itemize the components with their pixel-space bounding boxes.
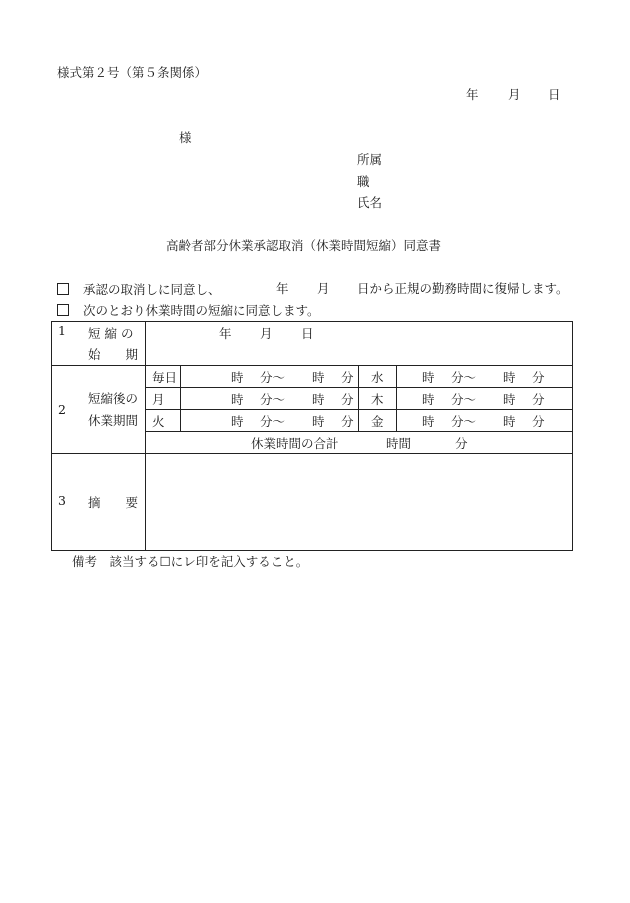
option-shorten — [57, 304, 320, 318]
remarks-label-cell — [52, 454, 146, 551]
start-day: 日 — [301, 325, 314, 341]
minute-from-unit: 分〜 — [451, 369, 477, 385]
option-cancel-post: 日から正規の勤務時間に復帰します。 — [357, 281, 569, 296]
time-range-thu[interactable] — [397, 388, 573, 410]
hour-to-unit: 時 — [503, 413, 516, 429]
day-label-wed: 水 — [359, 366, 397, 388]
hour-from-unit: 時 — [422, 391, 435, 407]
day-label-mon: 月 — [146, 388, 181, 410]
start-month: 月 — [260, 325, 273, 341]
form-table — [51, 321, 573, 551]
minute-to-unit: 分 — [341, 369, 354, 385]
minute-to-unit: 分 — [341, 413, 354, 429]
time-range-wed[interactable] — [397, 366, 573, 388]
hour-to-unit: 時 — [312, 413, 325, 429]
hour-from-unit: 時 — [231, 413, 244, 429]
option-cancel-month: 月 — [317, 281, 330, 296]
row2-number: 2 — [58, 402, 66, 417]
start-date-field[interactable] — [146, 322, 573, 366]
day-label-everyday: 毎日 — [146, 366, 181, 388]
checkbox-cancel[interactable] — [57, 283, 69, 295]
time-range-fri[interactable] — [397, 410, 573, 432]
row1-label-a: 短 縮 の — [88, 325, 134, 341]
hour-to-unit: 時 — [503, 369, 516, 385]
hour-from-unit: 時 — [422, 413, 435, 429]
start-label-cell — [52, 322, 146, 366]
time-range-mon[interactable] — [181, 388, 359, 410]
row1-number: 1 — [58, 322, 66, 338]
minute-to-unit: 分 — [532, 413, 545, 429]
minute-from-unit: 分〜 — [260, 391, 286, 407]
time-range-everyday[interactable] — [181, 366, 359, 388]
option-cancel — [57, 283, 221, 297]
hour-to-unit: 時 — [503, 391, 516, 407]
total-hours-field[interactable] — [146, 432, 573, 454]
minute-from-unit: 分〜 — [451, 413, 477, 429]
hour-from-unit: 時 — [231, 391, 244, 407]
page-title: 高齢者部分休業承認取消（休業時間短縮）同意書 — [166, 238, 442, 253]
hour-from-unit: 時 — [422, 369, 435, 385]
date-month: 月 — [508, 87, 521, 102]
total-hours-unit: 時間 — [386, 435, 412, 451]
affiliation-label: 所属 — [357, 152, 383, 167]
minute-from-unit: 分〜 — [451, 391, 477, 407]
total-minutes-unit: 分 — [455, 435, 468, 451]
day-label-thu: 木 — [359, 388, 397, 410]
minute-from-unit: 分〜 — [260, 413, 286, 429]
minute-to-unit: 分 — [532, 391, 545, 407]
position-label: 職 — [357, 174, 370, 189]
time-range-tue[interactable] — [181, 410, 359, 432]
hour-to-unit: 時 — [312, 391, 325, 407]
date-year: 年 — [466, 87, 479, 102]
day-label-fri: 金 — [359, 410, 397, 432]
form-label: 様式第２号（第５条関係） — [57, 65, 208, 80]
option-shorten-text: 次のとおり休業時間の短縮に同意します。 — [83, 303, 320, 318]
option-cancel-year: 年 — [276, 281, 289, 296]
hour-from-unit: 時 — [231, 369, 244, 385]
row1-label-b: 始 期 — [88, 346, 139, 362]
addressee-suffix: 様 — [179, 130, 192, 145]
day-label-tue: 火 — [146, 410, 181, 432]
minute-from-unit: 分〜 — [260, 369, 286, 385]
row2-label-a: 短縮後の — [88, 390, 139, 406]
option-cancel-text: 承認の取消しに同意し、 — [83, 282, 221, 297]
hour-to-unit: 時 — [312, 369, 325, 385]
total-label: 休業時間の合計 — [251, 435, 339, 451]
name-label: 氏名 — [357, 195, 383, 210]
row3-label: 摘 要 — [88, 495, 139, 510]
checkbox-shorten[interactable] — [57, 304, 69, 316]
minute-to-unit: 分 — [532, 369, 545, 385]
date-day: 日 — [548, 87, 561, 102]
period-label-cell — [52, 366, 146, 454]
start-year: 年 — [219, 325, 232, 341]
minute-to-unit: 分 — [341, 391, 354, 407]
row3-number: 3 — [58, 493, 66, 508]
remarks-field[interactable] — [146, 454, 573, 551]
row2-label-b: 休業期間 — [88, 412, 139, 428]
note: 備考 該当する☐にレ印を記入すること。 — [72, 554, 309, 569]
